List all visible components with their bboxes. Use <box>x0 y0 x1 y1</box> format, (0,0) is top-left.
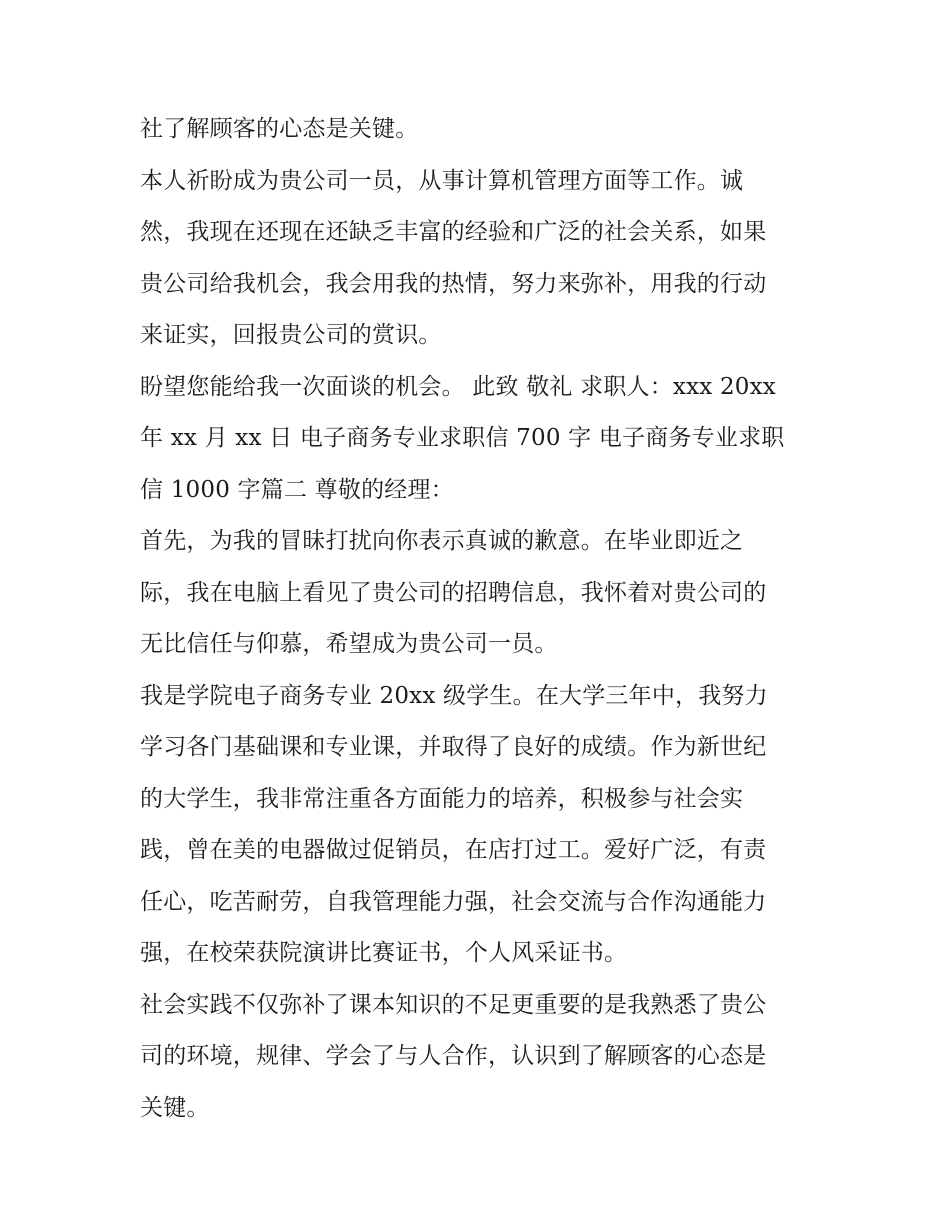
paragraph-1 <box>140 104 816 156</box>
paragraph-6 <box>140 980 816 1135</box>
document-body <box>140 104 816 1134</box>
text-line: 强，在校荣获院演讲比赛证书，个人风采证书。 <box>140 940 628 966</box>
text-line: 来证实，回报贵公司的赏识。 <box>140 322 442 348</box>
text-line: 然，我现在还现在还缺乏丰富的经验和广泛的社会关系，如果 <box>140 219 767 245</box>
text-line: 关键。 <box>140 1094 210 1121</box>
paragraph-2 <box>140 156 816 362</box>
text-line: 贵公司给我机会，我会用我的热情，努力来弥补，用我的行动 <box>140 270 767 297</box>
text-line: 信 1000 字篇二 尊敬的经理： <box>140 476 454 503</box>
text-line: 司的环境，规律、学会了与人合作，认识到了解顾客的心态是 <box>140 1043 767 1069</box>
text-line: 年 xx 月 xx 日 电子商务专业求职信 700 字 电子商务专业求职 <box>140 425 785 451</box>
text-line: 社了解顾客的心态是关键。 <box>140 116 419 142</box>
text-line: 际，我在电脑上看见了贵公司的招聘信息，我怀着对贵公司的 <box>140 579 767 606</box>
text-line: 社会实践不仅弥补了课本知识的不足更重要的是我熟悉了贵公 <box>140 991 767 1018</box>
text-line: 的大学生，我非常注重各方面能力的培养，积极参与社会实 <box>140 785 744 812</box>
text-line: 本人祈盼成为贵公司一员，从事计算机管理方面等工作。诚 <box>140 167 744 194</box>
text-line: 无比信任与仰慕，希望成为贵公司一员。 <box>140 631 558 657</box>
text-line: 我是学院电子商务专业 20xx 级学生。在大学三年中，我努力 <box>140 682 768 709</box>
text-line: 盼望您能给我一次面谈的机会。 此致 敬礼 求职人：xxx 20xx <box>140 373 776 400</box>
paragraph-5 <box>140 671 816 980</box>
text-line: 任心，吃苦耐劳，自我管理能力强，社会交流与合作沟通能力 <box>140 888 767 915</box>
text-line: 学习各门基础课和专业课，并取得了良好的成绩。作为新世纪 <box>140 734 767 760</box>
paragraph-4 <box>140 516 816 671</box>
paragraph-3 <box>140 362 816 517</box>
text-line: 首先，为我的冒昧打扰向你表示真诚的歉意。在毕业即近之 <box>140 528 744 554</box>
text-line: 践，曾在美的电器做过促销员，在店打过工。爱好广泛，有责 <box>140 837 767 863</box>
